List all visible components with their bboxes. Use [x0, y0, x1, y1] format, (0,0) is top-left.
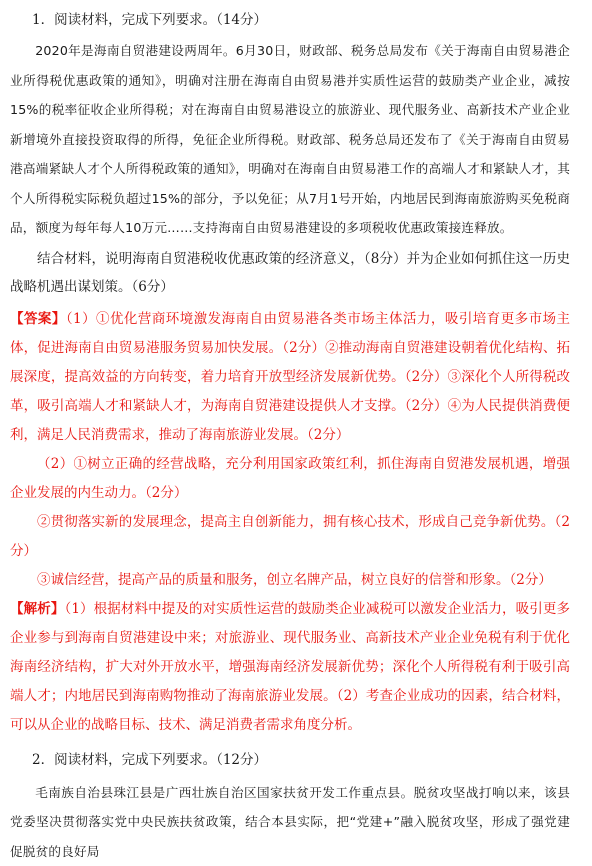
- analysis-tag: 【解析】: [10, 601, 64, 617]
- analysis-text: （1）根据材料中提及的对实质性运营的鼓励类企业减税可以激发企业活力，吸引更多企业参与到海南自贸港建设中来；对旅游业、现代服务业、高新技术产业企业免税有利于优化海南经济结构，扩大对外开放水平，增强海南经济发展新优势；深化个人所得税有利于吸引高端人才；内地居民到海南购物推动了海南旅游业发展。（2）考查企业成功的因素，结合材料，可以从企业的战略目标、技术、满足消费者需求角度分析。: [10, 601, 570, 733]
- question-2-title: 2．阅读材料，完成下列要求。（12分）: [32, 750, 570, 770]
- analysis: [10, 595, 570, 740]
- answer-part-1: [10, 305, 570, 450]
- answer-part-2c: ③诚信经营，提高产品的质量和服务，创立名牌产品，树立良好的信誉和形象。（2分）: [10, 566, 570, 595]
- answer-part-2b: ②贯彻落实新的发展理念，提高主自创新能力，拥有核心技术，形成自己竞争新优势。（2分）: [10, 508, 570, 566]
- question-1-title: 1．阅读材料，完成下列要求。（14分）: [32, 10, 570, 30]
- answer-part-2a: （2）①树立正确的经营战略，充分利用国家政策红利，抓住海南自贸港发展机遇，增强企业发展的内生动力。（2分）: [10, 450, 570, 508]
- answer-tag: 【答案】: [10, 311, 66, 327]
- question-1-material: 2020年是海南自贸港建设两周年。6月30日，财政部、税务总局发布《关于海南自由贸易港企业所得税优惠政策的通知》，明确对注册在海南自由贸易港并实质性运营的鼓励类产业企业，减按15%的税率征收企业所得税；对在海南自由贸易港设立的旅游业、现代服务业、高新技术产业企业新增境外直接投资取得的所得，免征企业所得税。财政部、税务总局还发布了《关于海南自由贸易港高端紧缺人才个人所得税政策的通知》，明确对在海南自由贸易港工作的高端人才和紧缺人才，其个人所得税实际税负超过15%的部分，予以免征；从7月1号开始，内地居民到海南旅游购买免税商品，额度为每年每人10万元……支持海南自由贸易港建设的多项税收优惠政策接连释放。: [10, 36, 570, 243]
- question-1-prompt: 结合材料，说明海南自贸港税收优惠政策的经济意义，（8分）并为企业如何抓住这一历史战略机遇出谋划策。（6分）: [10, 245, 570, 301]
- question-2-material: 毛南族自治县珠江县是广西壮族自治区国家扶贫开发工作重点县。脱贫攻坚战打响以来，该县党委坚决贯彻落实党中央民族扶贫政策，结合本县实际，把“党建+”融入脱贫攻坚，形成了强党建促脱贫的良好局: [10, 778, 570, 866]
- answer-part-1-text: （1）①优化营商环境激发海南自由贸易港各类市场主体活力，吸引培育更多市场主体，促进海南自由贸易港服务贸易加快发展。（2分）②推动海南自贸港建设朝着优化结构、拓展深度，提高效益的方向转变，着力培育开放型经济发展新优势。（2分）③深化个人所得税改革，吸引高端人才和紧缺人才，为海南自贸港建设提供人才支撑。（2分）④为人民提供消费便利，满足人民消费需求，推动了海南旅游业发展。（2分）: [10, 311, 570, 443]
